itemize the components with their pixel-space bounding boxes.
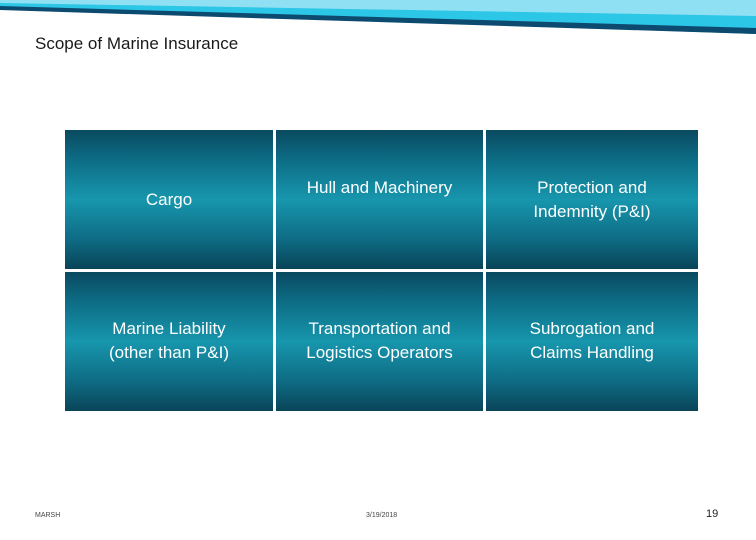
top-decorative-band — [0, 0, 756, 34]
coverage-cell-label: Protection and Indemnity (P&I) — [533, 178, 651, 221]
coverage-cell-cargo — [65, 130, 273, 269]
coverage-grid — [65, 130, 698, 411]
coverage-cell-label: Hull and Machinery — [306, 178, 453, 197]
page-number: 19 — [706, 508, 719, 520]
coverage-cell-hull-and-machinery — [276, 130, 483, 269]
footer-date: 3/19/2018 — [366, 512, 398, 519]
slide-title: Scope of Marine Insurance — [35, 34, 239, 53]
coverage-cell-protection-and-indemnity — [486, 130, 698, 269]
coverage-cell-subrogation-and-claims — [486, 272, 698, 411]
coverage-cell-label: Marine Liability (other than P&I) — [108, 319, 229, 362]
coverage-cell-label: Subrogation and Claims Handling — [529, 319, 655, 362]
footer-brand: MARSH — [35, 512, 61, 519]
coverage-cell-label: Transportation and Logistics Operators — [306, 319, 453, 362]
coverage-cell-transportation-and-logistics — [276, 272, 483, 411]
coverage-cell-label: Cargo — [145, 190, 193, 209]
coverage-cell-marine-liability — [65, 272, 273, 411]
